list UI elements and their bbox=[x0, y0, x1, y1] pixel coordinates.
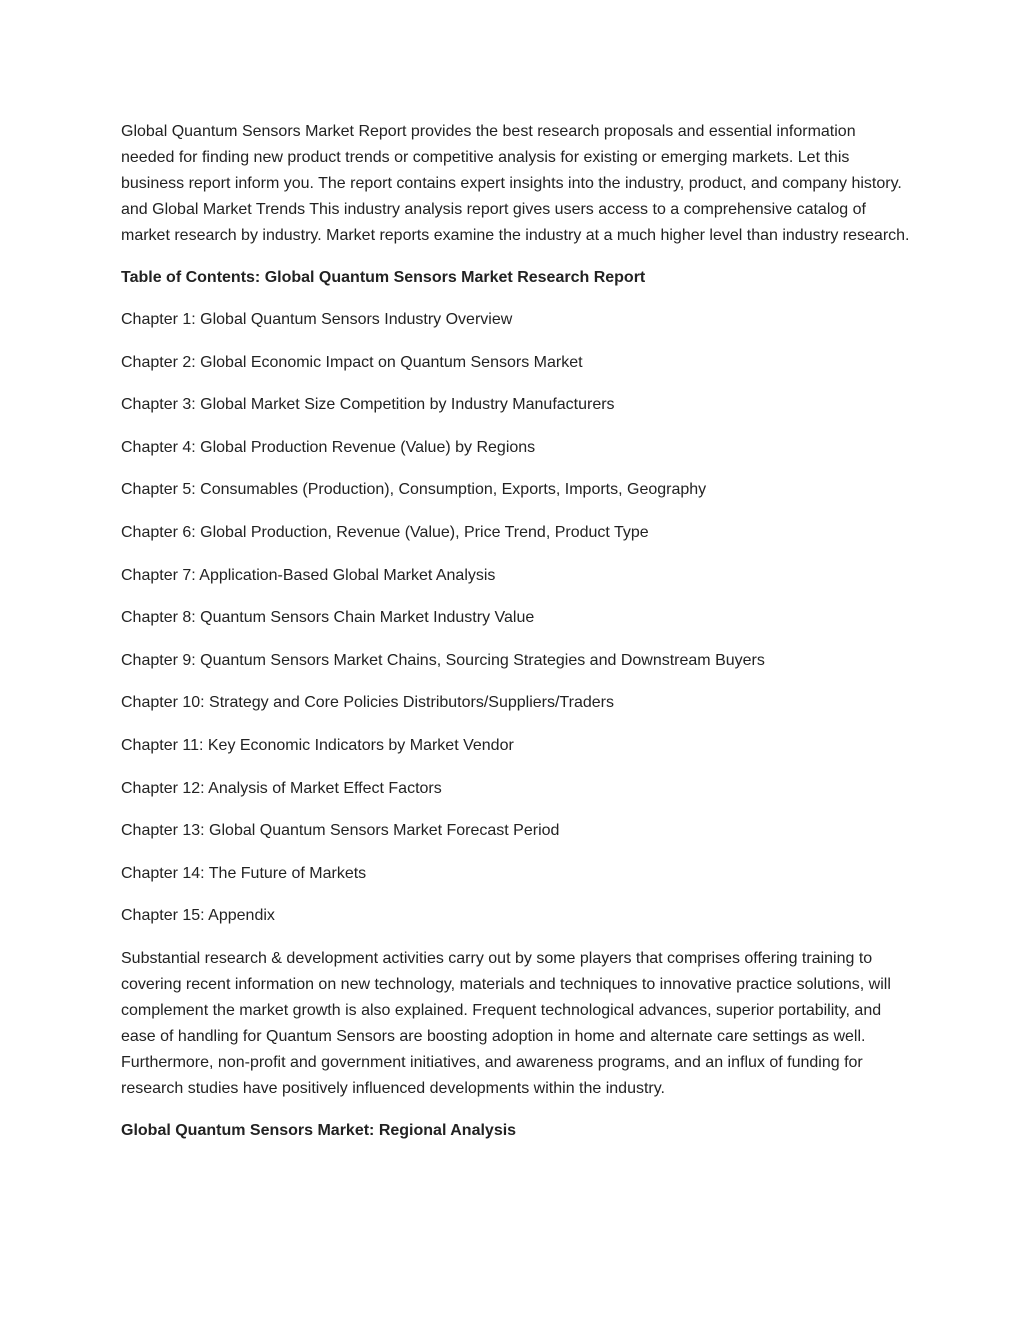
chapter-item: Chapter 15: Appendix bbox=[121, 907, 275, 925]
intro-paragraph: Global Quantum Sensors Market Report provides the best research proposals and essential information needed for finding new product trends or competitive analysis for existing or emerging markets. Let this business report inform you. The report contains expert insights into the industry, product, and company history. and Global Market Trends This industry analysis report gives users access to a comprehensive catalog of market research by industry. Market reports examine the industry at a much higher level than industry research. bbox=[121, 123, 910, 244]
chapter-item: Chapter 4: Global Production Revenue (Value) by Regions bbox=[121, 438, 536, 456]
chapter-item: Chapter 10: Strategy and Core Policies Distributors/Suppliers/Traders bbox=[121, 694, 614, 712]
chapter-item: Chapter 2: Global Economic Impact on Quantum Sensors Market bbox=[121, 353, 583, 371]
chapter-item: Chapter 13: Global Quantum Sensors Market Forecast Period bbox=[121, 822, 560, 840]
chapter-item: Chapter 1: Global Quantum Sensors Industry Overview bbox=[121, 311, 513, 328]
chapter-item: Chapter 3: Global Market Size Competition by Industry Manufacturers bbox=[121, 396, 615, 414]
toc-heading: Table of Contents: Global Quantum Sensors Market Research Report bbox=[121, 269, 646, 286]
chapter-item: Chapter 14: The Future of Markets bbox=[121, 864, 367, 882]
document-body bbox=[121, 119, 911, 1144]
chapter-item: Chapter 8: Quantum Sensors Chain Market Industry Value bbox=[121, 609, 535, 627]
rd-paragraph: Substantial research & development activities carry out by some players that comprises offering training to covering recent information on new technology, materials and techniques to innovative practice solutions, will complement the market growth is also explained. Frequent technological advances, superior portability, and ease of handling for Quantum Sensors are boosting adoption in home and alternate care settings as well. Furthermore, non-profit and government initiatives, and awareness programs, and an influx of funding for research studies have positively influenced developments within the industry. bbox=[121, 949, 891, 1097]
chapter-item: Chapter 12: Analysis of Market Effect Factors bbox=[121, 779, 442, 797]
chapter-item: Chapter 7: Application-Based Global Market Analysis bbox=[121, 566, 496, 584]
chapter-item: Chapter 6: Global Production, Revenue (Value), Price Trend, Product Type bbox=[121, 523, 649, 541]
chapter-list bbox=[121, 307, 911, 929]
regional-analysis-heading: Global Quantum Sensors Market: Regional Analysis bbox=[121, 1121, 517, 1139]
chapter-item: Chapter 5: Consumables (Production), Consumption, Exports, Imports, Geography bbox=[121, 481, 707, 499]
chapter-item: Chapter 9: Quantum Sensors Market Chains, Sourcing Strategies and Downstream Buyers bbox=[121, 651, 765, 669]
chapter-item: Chapter 11: Key Economic Indicators by Market Vendor bbox=[121, 736, 514, 754]
